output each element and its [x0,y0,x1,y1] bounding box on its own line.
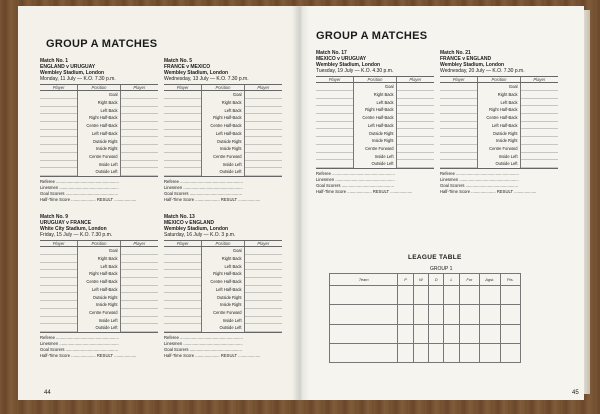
page-heading: GROUP A MATCHES [46,38,158,50]
match-footer [164,335,282,359]
position-list [77,91,120,176]
position-label: Centre Half-Back [86,279,118,285]
position-label: Centre Forward [89,153,118,159]
league-table-cell [459,286,479,305]
goal-scorers-line: Goal Scorers ............................................. [164,346,242,352]
position-label: Outside Left [371,161,394,167]
position-label: Goal [108,92,118,98]
lineup-table [440,76,558,169]
match-teams: FRANCE v ENGLAND [440,56,492,63]
player-entry-lines [440,83,477,168]
referee-line: Referee ...................................................... [316,170,395,176]
match-block [316,50,434,195]
position-label: Centre Forward [89,309,118,315]
league-table-row [330,324,521,343]
match-date: Friday, 15 July — K.O. 7.30 p.m. [40,232,113,239]
position-label: Outside Right [492,130,518,136]
position-list [201,247,244,332]
position-label: Right Half-Back [365,107,394,113]
league-table-cell [398,286,413,305]
league-table-cell [429,305,444,324]
position-label: Left Half-Back [91,286,118,292]
match-teams: URUGUAY v FRANCE [40,220,92,227]
goal-scorers-line: Goal Scorers ............................................. [316,182,394,188]
league-table-cell [398,343,413,362]
match-date: Wednesday, 13 July — K.O. 7.30 p.m. [164,76,249,83]
position-label: Right Back [97,256,118,262]
match-block [40,58,158,203]
league-table-cell [429,286,444,305]
player-entry-lines [245,247,282,332]
league-table-cell [330,305,398,324]
position-column-header: Position [353,77,396,82]
player-column-header: Player [52,85,65,91]
goal-scorers-line: Goal Scorers ............................................. [440,182,518,188]
position-label: Right Back [97,100,118,106]
player-entry-lines [121,91,158,176]
match-block [40,214,158,359]
position-label: Right Half-Back [213,271,242,277]
player-entry-lines [121,247,158,332]
position-label: Outside Right [368,130,394,136]
league-table-cell [413,286,428,305]
position-label: Right Half-Back [89,271,118,277]
league-column-header: L [444,274,459,286]
league-table-row [330,343,521,362]
position-label: Left Half-Back [91,130,118,136]
half-time-line: Half-Time Score ..................... RESULT ................... [440,188,537,194]
position-label: Outside Right [216,138,242,144]
match-venue: Wembley Stadium, London [316,62,381,69]
position-label: Goal [232,92,242,98]
player-column-header: Player [52,241,65,247]
match-date: Tuesday, 19 July — K.O. 4.30 p.m. [316,68,394,75]
position-label: Left Back [224,107,242,113]
player-entry-lines [316,83,353,168]
position-label: Centre Forward [213,309,242,315]
league-table-cell [444,343,459,362]
league-table-cell [500,343,520,362]
match-date: Saturday, 16 July — K.O. 3 p.m. [164,232,236,239]
player-column-header: Player [257,241,270,247]
referee-line: Referee ...................................................... [164,178,243,184]
match-venue: Wembley Stadium, London [164,226,229,233]
position-label: Goal [508,84,518,90]
league-table-cell [444,324,459,343]
position-label: Goal [108,248,118,254]
league-table-cell [444,286,459,305]
position-label: Centre Half-Back [362,115,394,121]
player-entry-lines [521,83,558,168]
position-label: Inside Right [495,138,518,144]
left-page [18,6,300,400]
position-label: Right Half-Back [89,115,118,121]
position-label: Outside Left [219,169,242,175]
league-table-cell [429,343,444,362]
league-column-header: For [459,274,479,286]
half-time-line: Half-Time Score ..................... RESULT ................... [40,196,137,202]
position-label: Goal [232,248,242,254]
match-date: Monday, 11 July — K.O. 7.30 p.m. [40,76,116,83]
league-table-cell [398,305,413,324]
player-column-header: Player [176,85,189,91]
player-entry-lines [245,91,282,176]
match-footer [440,171,558,195]
position-label: Outside Right [92,294,118,300]
position-label: Left Half-Back [491,122,518,128]
position-label: Right Back [373,92,394,98]
position-label: Goal [384,84,394,90]
league-table-cell [459,305,479,324]
player-entry-lines [40,91,77,176]
linesmen-line: Linesmen ................................................... [440,176,519,182]
position-label: Inside Left [222,317,242,323]
half-time-line: Half-Time Score ..................... RESULT ................... [40,352,137,358]
position-column-header: Position [201,241,244,246]
referee-line: Referee ...................................................... [40,334,119,340]
position-label: Right Back [221,100,242,106]
page-number: 45 [572,390,579,396]
position-label: Outside Left [95,169,118,175]
league-table-row [330,286,521,305]
position-label: Inside Left [98,317,118,323]
referee-line: Referee ...................................................... [440,170,519,176]
position-label: Left Half-Back [215,286,242,292]
player-entry-lines [40,247,77,332]
league-column-header: P [398,274,413,286]
goal-scorers-line: Goal Scorers ............................................. [40,346,118,352]
league-table-cell [480,324,500,343]
position-label: Outside Left [219,325,242,331]
half-time-line: Half-Time Score ..................... RESULT ................... [164,352,261,358]
position-label: Inside Right [219,302,242,308]
position-label: Centre Half-Back [210,123,242,129]
position-label: Right Half-Back [489,107,518,113]
position-column-header: Position [77,85,120,90]
page-number: 44 [44,390,51,396]
player-column-header: Player [133,85,146,91]
match-teams: MEXICO v URUGUAY [316,56,367,63]
league-column-header: W [413,274,428,286]
league-table-cell [500,286,520,305]
match-footer [40,335,158,359]
match-number: Match No. 21 [440,50,471,56]
player-column-header: Player [452,77,465,83]
league-table-cell [459,324,479,343]
position-list [353,83,396,168]
position-label: Left Back [376,99,394,105]
position-label: Outside Right [216,294,242,300]
match-venue: White City Stadium, London [40,226,107,233]
position-column-header: Position [77,241,120,246]
linesmen-line: Linesmen ................................................... [40,184,119,190]
league-table-cell [413,343,428,362]
player-column-header: Player [328,77,341,83]
position-label: Centre Half-Back [86,123,118,129]
half-time-line: Half-Time Score ..................... RESULT ................... [316,188,413,194]
league-table-cell [413,305,428,324]
league-column-header: Pts. [500,274,520,286]
match-teams: FRANCE v MEXICO [164,64,211,71]
position-label: Inside Left [222,161,242,167]
position-label: Right Back [497,92,518,98]
match-number: Match No. 17 [316,50,347,56]
league-table-row [330,305,521,324]
position-label: Inside Right [219,146,242,152]
linesmen-line: Linesmen ................................................... [164,184,243,190]
league-table-cell [330,286,398,305]
position-label: Left Back [224,263,242,269]
league-table-cell [413,324,428,343]
position-list [201,91,244,176]
position-label: Centre Half-Back [210,279,242,285]
player-column-header: Player [533,77,546,83]
league-table [329,273,521,363]
linesmen-line: Linesmen ................................................... [316,176,395,182]
position-label: Inside Right [95,146,118,152]
position-label: Right Back [221,256,242,262]
league-table-cell [429,324,444,343]
lineup-table [40,240,158,333]
position-label: Outside Left [495,161,518,167]
player-column-header: Player [409,77,422,83]
match-footer [316,171,434,195]
position-label: Inside Left [498,153,518,159]
page-edges [584,10,590,394]
half-time-line: Half-Time Score ..................... RESULT ................... [164,196,261,202]
referee-line: Referee ...................................................... [40,178,119,184]
book-spine-shadow [292,6,310,400]
player-entry-lines [397,83,434,168]
match-footer [40,179,158,203]
match-block [164,214,282,359]
position-label: Left Back [500,99,518,105]
player-column-header: Player [176,241,189,247]
position-label: Left Half-Back [215,130,242,136]
league-table-cell [459,343,479,362]
position-label: Left Back [100,263,118,269]
lineup-table [164,240,282,333]
goal-scorers-line: Goal Scorers ............................................. [40,190,118,196]
lineup-table [40,84,158,177]
match-footer [164,179,282,203]
goal-scorers-line: Goal Scorers ............................................. [164,190,242,196]
position-label: Centre Forward [489,145,518,151]
match-venue: Wembley Stadium, London [164,70,229,77]
player-entry-lines [164,247,201,332]
league-table-header-row [330,274,521,286]
position-label: Outside Right [92,138,118,144]
match-number: Match No. 1 [40,58,69,64]
position-label: Left Half-Back [367,122,394,128]
player-column-header: Player [257,85,270,91]
linesmen-line: Linesmen ................................................... [164,340,243,346]
league-table-cell [480,286,500,305]
match-teams: MEXICO v ENGLAND [164,220,215,227]
position-column-header: Position [477,77,520,82]
page-heading: GROUP A MATCHES [316,30,428,42]
position-label: Centre Forward [213,153,242,159]
match-block [440,50,558,195]
position-label: Centre Half-Back [486,115,518,121]
league-column-header: Agst. [480,274,500,286]
position-label: Inside Left [98,161,118,167]
player-entry-lines [164,91,201,176]
lineup-table [316,76,434,169]
position-label: Inside Right [95,302,118,308]
league-column-header: D [429,274,444,286]
league-table-cell [330,324,398,343]
league-table-title: LEAGUE TABLE [408,254,462,261]
match-venue: Wembley Stadium, London [440,62,505,69]
league-table-cell [480,305,500,324]
match-teams: ENGLAND v URUGUAY [40,64,96,71]
league-table-cell [398,324,413,343]
position-label: Centre Forward [365,145,394,151]
league-column-header: Team [330,274,398,286]
match-block [164,58,282,203]
match-date: Wednesday, 20 July — K.O. 7.30 p.m. [440,68,525,75]
league-table-cell [500,324,520,343]
position-label: Left Back [100,107,118,113]
position-list [77,247,120,332]
match-number: Match No. 5 [164,58,193,64]
league-table-cell [500,305,520,324]
position-label: Inside Left [374,153,394,159]
position-label: Outside Left [95,325,118,331]
position-label: Inside Right [371,138,394,144]
position-column-header: Position [201,85,244,90]
match-number: Match No. 13 [164,214,195,220]
league-table-cell [444,305,459,324]
match-venue: Wembley Stadium, London [40,70,105,77]
position-list [477,83,520,168]
league-table-cell [480,343,500,362]
position-label: Right Half-Back [213,115,242,121]
linesmen-line: Linesmen ................................................... [40,340,119,346]
match-number: Match No. 9 [40,214,69,220]
league-table-group: GROUP 1 [430,266,453,272]
right-page [300,6,584,400]
player-column-header: Player [133,241,146,247]
league-table-cell [330,343,398,362]
lineup-table [164,84,282,177]
referee-line: Referee ...................................................... [164,334,243,340]
